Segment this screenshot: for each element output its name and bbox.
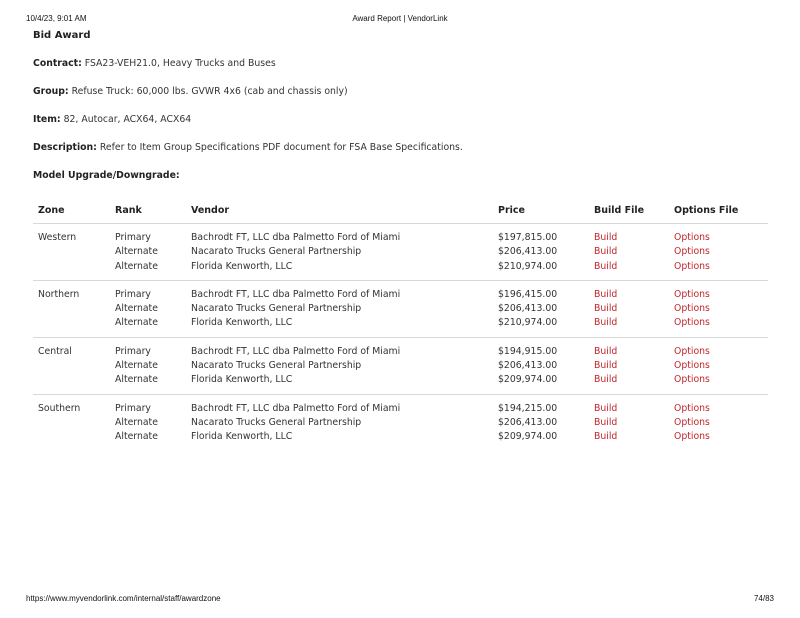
- contract-value: FSA23-VEH21.0, Heavy Trucks and Buses: [84, 58, 276, 69]
- vendor-cell: Bachrodt FT, LLC dba Palmetto Ford of Miami: [191, 402, 401, 414]
- description-label: Description:: [33, 142, 97, 153]
- build-link[interactable]: Build: [594, 288, 618, 300]
- vendor-cell: Florida Kenworth, LLC: [186, 260, 493, 281]
- vendor-cell: Bachrodt FT, LLC dba Palmetto Ford of Miami: [191, 288, 401, 300]
- vendor-cell: Nacarato Trucks General Partnership: [191, 303, 362, 315]
- page-number: 74/83: [753, 594, 774, 603]
- table-row: [33, 373, 768, 394]
- build-link[interactable]: Build: [594, 246, 618, 258]
- table-row: [33, 430, 768, 450]
- build-link[interactable]: Build: [594, 374, 618, 386]
- price-cell: $197,815.00: [498, 232, 558, 243]
- price-cell: $209,974.00: [498, 431, 558, 443]
- price-cell: $206,413.00: [498, 360, 558, 372]
- rank-cell: Primary: [115, 345, 151, 357]
- table-row: [33, 337, 768, 359]
- vendor-cell: Nacarato Trucks General Partnership: [191, 246, 362, 258]
- rank-cell: Alternate: [110, 316, 186, 337]
- table-row: [33, 245, 768, 259]
- table-row: [33, 316, 768, 337]
- rank-cell: Alternate: [110, 260, 186, 281]
- price-cell: $206,413.00: [498, 303, 558, 315]
- table-row: [33, 302, 768, 316]
- table-row: [33, 359, 768, 373]
- build-link[interactable]: Build: [594, 402, 618, 414]
- header-options-file: Options File: [669, 202, 768, 224]
- build-link[interactable]: Build: [594, 260, 618, 272]
- page-url: https://www.myvendorlink.com/internal/staff/awardzone: [26, 594, 221, 603]
- options-link[interactable]: Options: [674, 345, 710, 357]
- description-value: Refer to Item Group Specifications PDF document for FSA Base Specifications.: [99, 142, 463, 153]
- vendor-cell: Florida Kenworth, LLC: [191, 431, 293, 443]
- print-footer: [26, 594, 774, 606]
- price-cell: $196,415.00: [498, 288, 558, 300]
- contract-label: Contract:: [33, 58, 82, 69]
- build-link[interactable]: Build: [594, 232, 618, 243]
- group-value: Refuse Truck: 60,000 lbs. GVWR 4x6 (cab and chassis only): [71, 86, 348, 97]
- item-value: 82, Autocar, ACX64, ACX64: [63, 114, 192, 125]
- options-link[interactable]: Options: [674, 232, 710, 243]
- price-cell: $194,215.00: [498, 402, 558, 414]
- rank-cell: Alternate: [115, 431, 158, 443]
- print-title: Award Report | VendorLink: [352, 14, 448, 23]
- item-label: Item:: [33, 114, 61, 125]
- options-link[interactable]: Options: [674, 260, 710, 272]
- group-field: [33, 86, 773, 98]
- award-table: [33, 202, 768, 451]
- header-vendor: Vendor: [186, 202, 493, 224]
- award-report: [33, 30, 773, 182]
- rank-cell: Primary: [115, 402, 151, 414]
- options-link[interactable]: Options: [674, 402, 710, 414]
- vendor-cell: Nacarato Trucks General Partnership: [191, 416, 362, 428]
- vendor-cell: Bachrodt FT, LLC dba Palmetto Ford of Miami: [191, 345, 401, 357]
- header-build-file: Build File: [589, 202, 669, 224]
- rank-cell: Primary: [115, 288, 151, 300]
- options-link[interactable]: Options: [674, 360, 710, 372]
- build-link[interactable]: Build: [594, 416, 618, 428]
- price-cell: $210,974.00: [493, 316, 589, 337]
- model-upgrade-heading: Model Upgrade/Downgrade:: [33, 170, 180, 181]
- print-timestamp: 10/4/23, 9:01 AM: [26, 14, 87, 23]
- rank-cell: Primary: [115, 232, 151, 243]
- rank-cell: Alternate: [115, 360, 158, 372]
- rank-cell: Alternate: [110, 373, 186, 394]
- price-cell: $206,413.00: [498, 416, 558, 428]
- table-row: [33, 394, 768, 416]
- options-link[interactable]: Options: [674, 374, 710, 386]
- group-label: Group:: [33, 86, 69, 97]
- options-link[interactable]: Options: [674, 246, 710, 258]
- vendor-cell: Nacarato Trucks General Partnership: [191, 360, 362, 372]
- rank-cell: Alternate: [115, 303, 158, 315]
- zone-cell: Central: [38, 345, 72, 357]
- vendor-cell: Bachrodt FT, LLC dba Palmetto Ford of Miami: [191, 232, 401, 243]
- options-link[interactable]: Options: [674, 416, 710, 428]
- options-link[interactable]: Options: [674, 303, 710, 315]
- zone-cell: Northern: [38, 288, 80, 300]
- header-price: Price: [493, 202, 589, 224]
- build-link[interactable]: Build: [594, 431, 618, 443]
- rank-cell: Alternate: [115, 416, 158, 428]
- price-cell: $194,915.00: [498, 345, 558, 357]
- vendor-cell: Florida Kenworth, LLC: [186, 316, 493, 337]
- options-link[interactable]: Options: [674, 288, 710, 300]
- options-link[interactable]: Options: [674, 431, 710, 443]
- table-row: [33, 280, 768, 302]
- options-link[interactable]: Options: [674, 317, 710, 329]
- zone-cell: Western: [38, 232, 77, 243]
- item-field: [33, 114, 773, 126]
- contract-field: [33, 58, 773, 70]
- description-field: [33, 142, 773, 154]
- table-row: [33, 260, 768, 281]
- section-title: Bid Award: [33, 30, 91, 41]
- table-row: [33, 416, 768, 430]
- header-rank: Rank: [110, 202, 186, 224]
- rank-cell: Alternate: [115, 246, 158, 258]
- zone-cell: Southern: [38, 402, 81, 414]
- build-link[interactable]: Build: [594, 345, 618, 357]
- build-link[interactable]: Build: [594, 303, 618, 315]
- print-header: [26, 14, 774, 26]
- table-row: [33, 224, 768, 246]
- vendor-cell: Florida Kenworth, LLC: [186, 373, 493, 394]
- build-link[interactable]: Build: [594, 317, 618, 329]
- price-cell: $210,974.00: [493, 260, 589, 281]
- build-link[interactable]: Build: [594, 360, 618, 372]
- header-zone: Zone: [33, 202, 110, 224]
- price-cell: $209,974.00: [493, 373, 589, 394]
- price-cell: $206,413.00: [498, 246, 558, 258]
- table-header-row: [33, 202, 768, 224]
